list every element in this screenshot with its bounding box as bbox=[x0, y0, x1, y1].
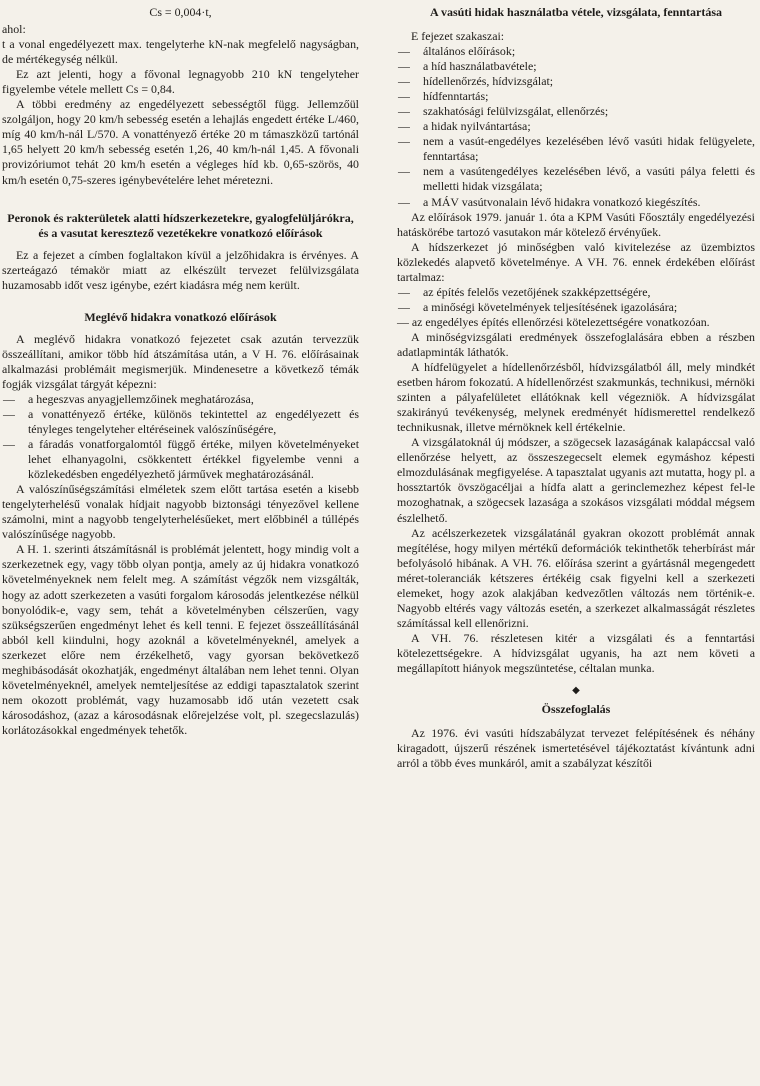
section-heading-meglevo: Meglévő hidakra vonatkozó előírások bbox=[84, 309, 277, 324]
dash-mark: — bbox=[398, 194, 410, 209]
list-item: — általános előírások; bbox=[398, 44, 516, 59]
dash-mark: — bbox=[398, 164, 410, 179]
section-heading-peronok: Peronok és rakterületek alatti hídszerkezetekre, gyalogfelüljárókra, és a vasutat keresztező vezetékekre vonatkozó előírások bbox=[7, 210, 354, 240]
paragraph: Az 1976. évi vasúti hídszabályzat tervezet felépítésének és néhány kiragadott, újszerű részének ismertetésével tájékoztatást kívántunk adni arról a több éves munkáról, amit a szabályzat készítői bbox=[397, 726, 755, 771]
list-item: — a hegeszvas anyagjellemzőinek meghatározása, bbox=[3, 391, 254, 406]
formula: Cs = 0,004·t, bbox=[149, 5, 212, 19]
dash-mark: — bbox=[398, 284, 410, 299]
list-item: — az építés felelős vezetőjének szakképzettségére, bbox=[398, 284, 651, 299]
dash-mark: — bbox=[398, 299, 410, 314]
list-item: — a hidak nyilvántartása; bbox=[398, 119, 531, 134]
section-list bbox=[397, 44, 755, 210]
paragraph: Az acélszerkezetek vizsgálatánál gyakran okozott problémát annak megítélése, hogy milyen mértékű deformációk tekinthetők teherbírást már befolyásoló hibának. A VH. 76. előírása szerint a gyártásnál megengedett méret-toleranciák kétszeres értékéig csak figyelni kell a szerkezeti elemeket, hogy azok alakjában kedvezőtlen változás nem történik-e. Nagyobb eltérés vagy változás esetén, a szerkezet alkalmasságát részletes számítással kell ellenőrizni. bbox=[397, 525, 755, 630]
paragraph: A VH. 76. részletesen kitér a vizsgálati és a fenntartási kötelezettségekre. A hídvizsgálat ugyanis, ha azt nem követi a megállapított hiányok megszüntetése, céltalan munka. bbox=[397, 630, 755, 675]
list-item: — nem a vasútengedélyes kezelésében lévő, a vasúti pálya feletti és melletti hidak vizsgálata; bbox=[398, 164, 755, 194]
section-heading-osszefoglalas: Összefoglalás bbox=[541, 702, 611, 717]
dash-mark: — bbox=[398, 104, 410, 119]
paragraph: E fejezet szakaszai: bbox=[411, 29, 505, 43]
dash-mark: — bbox=[398, 59, 410, 74]
dash-mark: — bbox=[397, 314, 412, 329]
list-item: — a minőségi követelmények teljesítésének igazolására; bbox=[398, 299, 678, 314]
dash-mark: — bbox=[398, 89, 410, 104]
paragraph: Ez azt jelenti, hogy a fővonal legnagyobb 210 kN tengelyteher figyelembe vétele mellett Cs = 0,84. bbox=[2, 67, 359, 97]
dash-mark: — bbox=[398, 134, 410, 149]
list-item: — hídellenőrzés, hídvizsgálat; bbox=[398, 74, 554, 89]
dash-mark: — bbox=[398, 119, 410, 134]
left-column bbox=[2, 5, 359, 738]
ahol-label: ahol: bbox=[2, 22, 26, 37]
right-column bbox=[397, 5, 755, 771]
dash-mark: — bbox=[3, 406, 15, 421]
requirement-list bbox=[397, 285, 755, 315]
section-heading-vasuti: A vasúti hidak használatba vétele, vizsgálata, fenntartása bbox=[429, 5, 722, 19]
list-item: — a vonattényező értéke, különös tekintettel az engedélyezett és tényleges tengelyteher eltéréseinek valószínűségére, bbox=[3, 406, 359, 436]
dash-mark: — bbox=[398, 44, 410, 59]
paragraph: A vizsgálatoknál új módszer, a szögecsek lazaságának kalapáccsal való ellenőrzése helyett, az összeszegecselt elemek egymáshoz képesti elmozdulásának megfigyelése. A tapasztalat ugyanis azt mutatta, hogy pl. a hossztartók övszögacéljai a hídfa alatt a gerinclemezhez képest fel-le mozoghatnak, a szögecsek lazasága a szokásos vizsgálati móddal mégsem észlelhető. bbox=[397, 435, 755, 525]
list-item: — a híd használatbavétele; bbox=[398, 59, 537, 74]
dash-mark: — bbox=[3, 437, 15, 452]
paragraph: A meglévő hidakra vonatkozó fejezetet csak azután tervezzük összeállítani, amikor több híd átszámítása után, a V H. 76. előírásainak alkalmazási problémáit megismerjük. Mindenesetre a következő témák fogják vizsgálat tárgyát képezni: bbox=[2, 331, 359, 391]
t-definition: t a vonal engedélyezett max. tengelyterhe kN-nak megfelelő nagyságban, de mértékegység nélkül. bbox=[2, 37, 359, 67]
paragraph: A minőségvizsgálati eredmények összefoglalására ebben a részben adatlapminták láthatók. bbox=[397, 329, 755, 359]
separator-mark: ◆ bbox=[572, 685, 580, 697]
paragraph: A hídszerkezet jó minőségben való kivitelezése az üzembiztos közlekedés alapvető követelménye. A VH. 76. ennek érdekében előírást tartalmaz: bbox=[397, 239, 755, 284]
paragraph: A H. 1. szerinti átszámításnál is problémát jelentett, hogy mindig volt a szerkezetnek egy, vagy több olyan pontja, amely az új hidakra vonatkozó követelményeknek nem felelt meg. A számítást végzők nem vizsgálták, hogy az adott szerkezeten a vasúti forgalom károsodás jelentkezése nélkül bonyolódik-e, vagy sem, tehát a követelményben célszerűen, vagy szükségszerűen engedményt lehet és kell tenni. E fejezet összeállításánál abból kell kiindulni, hogy azoknál a követelményeknél, amelyek a szerkezet előre nem érzékelhető, vagy gyorsan bekövetkező meghibásodását okozhatják, engedményt általában nem lehet tenni. Olyan követelményeknél, amelyek nemteljesítése az eddigi tapasztalatok szerint nem okozott problémát, vagy huzamosabb idő után vezetett csak károsodáshoz, (azaz a károsodásnak előrejelzése volt, pl. szegecslazulás) korlátozásokkal engedmények tehetők. bbox=[2, 542, 359, 737]
list-item: — nem a vasút-engedélyes kezelésében lévő vasúti hidak felügyelete, fenntartása; bbox=[398, 134, 755, 164]
paragraph: A hídfelügyelet a hídellenőrzésből, hídvizsgálatból áll, mely mindkét esetben három fokozatú. A hídellenőrzést szakmunkás, technikusi, mérnöki szinten a pályafelületet ellátóknak kell végezniök. A hídvizsgálat szakirányú tevékenység, melynek eredményét hídismerettel rendelkező technikusnak, illetve mérnöknek kell értékelnie. bbox=[397, 360, 755, 435]
dash-mark: — bbox=[398, 74, 410, 89]
topic-list bbox=[2, 392, 359, 482]
paragraph: Az előírások 1979. január 1. óta a KPM Vasúti Főosztály engedélyezési hatáskörébe tartozó vasutakon már kötelező érvényűek. bbox=[397, 209, 755, 239]
dash-mark: — bbox=[3, 391, 15, 406]
paragraph: A többi eredmény az engedélyezett sebességtől függ. Jellemzőül szolgáljon, hogy 20 km/h sebesség esetén a lehajlás engedett értéke L/460, míg 40 km/h-nál L/570. A vonattényező értéke 20 m támaszközű tartónál 1,65 helyett 20 km/h sebesség esetén 1,26, 40 km/h-nál 1,45. A fővonali provizóriumot tehát 20 km/h esetén a végleges híd kb. 0,65-szörös, 40 km/h esetén 0,75-szeres igénybevételére lehet méretezni. bbox=[2, 97, 359, 187]
paragraph: A valószínűségszámítási elméletek szem előtt tartása esetén a kisebb tengelyterhelésű vonalak hídjait nagyobb biztonsági tényezővel kellene számolni, mint a nagyobb tengelyterhelésűeket, mert előbbinél a túllépés valószínűsége nagyobb. bbox=[2, 482, 359, 542]
list-item: — hídfenntartás; bbox=[398, 89, 489, 104]
list-item: — a MÁV vasútvonalain lévő hidakra vonatkozó kiegészítés. bbox=[398, 194, 701, 209]
paragraph: Ez a fejezet a címben foglaltakon kívül a jelzőhidakra is érvényes. A szerteágazó témakör miatt az elkészült tervezet felülvizsgálata huzamosabb időt vesz igénybe, ezért kiadásra még nem került. bbox=[2, 247, 359, 292]
list-item-hanging: — az engedélyes építés ellenőrzési kötelezettségére vonatkozóan. bbox=[397, 314, 710, 329]
list-item: — szakhatósági felülvizsgálat, ellenőrzés; bbox=[398, 104, 609, 119]
list-item: — a fáradás vonatforgalomtól függő értéke, milyen követelményeket lehet elhanyagolni, csökkentett értékkel figyelembe venni a közlekedésben engedélyezhető járművek meghatározásánál. bbox=[3, 437, 359, 482]
